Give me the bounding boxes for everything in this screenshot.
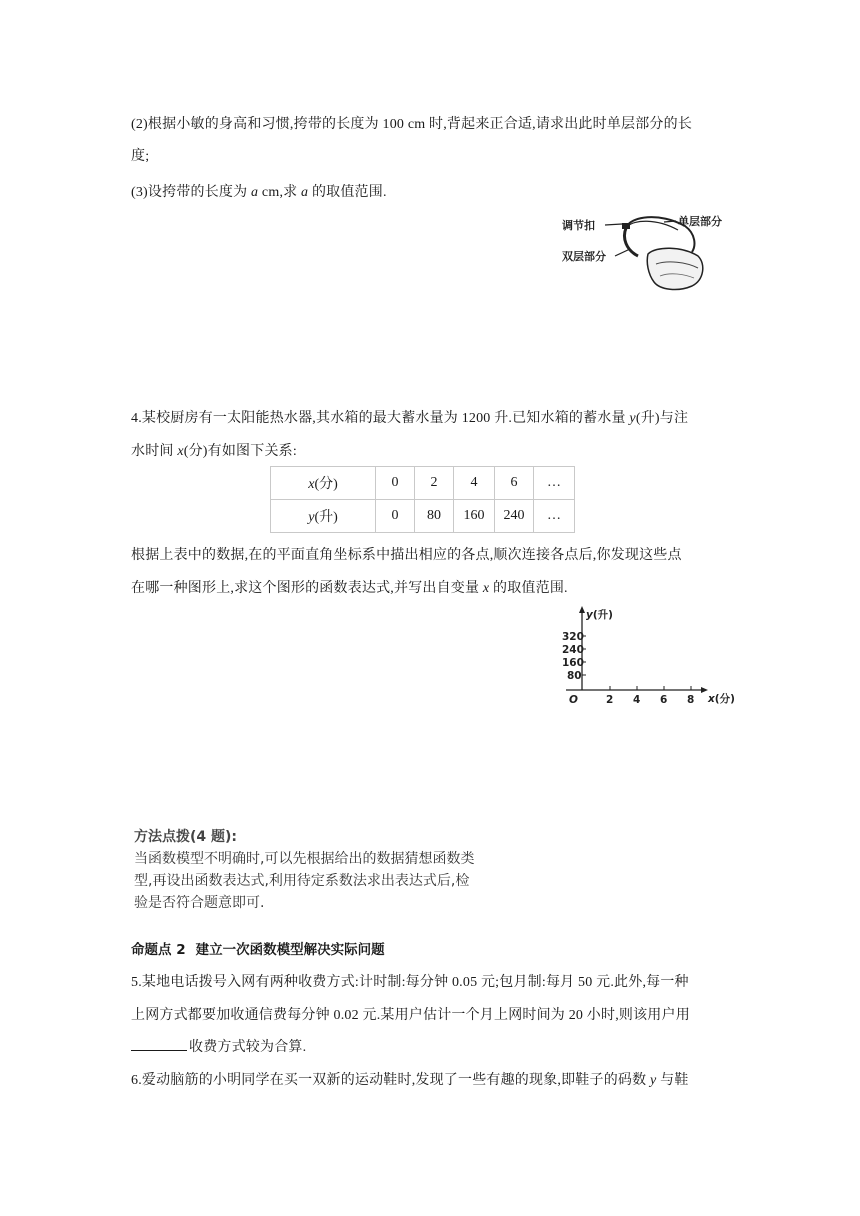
table-cell: 0 (376, 467, 415, 500)
method-line: 验是否符合题意即可. (134, 895, 265, 911)
q5-text: 收费方式较为合算. (189, 1040, 307, 1055)
heading-number: 命题点 2 (131, 942, 186, 958)
q5-line3 (131, 1036, 731, 1056)
table-header-cell: y(升) (271, 500, 376, 533)
q4-line3: 根据上表中的数据,在的平面直角坐标系中描出相应的各点,顺次连接各点后,你发现这些点 (131, 548, 682, 563)
table-cell: 6 (495, 467, 534, 500)
table-cell: 80 (415, 500, 454, 533)
q6-line1 (131, 1069, 731, 1089)
origin-label: O (569, 694, 578, 706)
coordinate-graph (556, 604, 740, 708)
var-a: a (251, 185, 259, 200)
table-cell: 4 (454, 467, 495, 500)
q5-line2: 上网方式都要加收通信费每分钟 0.02 元.某用户估计一个月上网时间为 20 小时,则该用户用 (131, 1008, 690, 1023)
x-tick-label: 4 (633, 694, 641, 706)
q5-line1: 5.某地电话拨号入网有两种收费方式:计时制:每分钟 0.05 元;包月制:每月 50 元.此外,每一种 (131, 975, 689, 990)
q3-part3-text: (3)设挎带的长度为 (131, 185, 252, 200)
var-x: x (177, 444, 184, 459)
x-tick-label: 6 (660, 694, 668, 706)
var-y: y (650, 1073, 657, 1088)
method-tip (134, 826, 544, 914)
q4-line1 (131, 407, 731, 427)
table-cell: 240 (495, 500, 534, 533)
q4-text: 的取值范围. (489, 581, 568, 596)
label-single: 单层部分 (678, 215, 722, 228)
table-header-cell: x(分) (271, 467, 376, 500)
data-table (270, 466, 575, 533)
q3-part3-line (131, 181, 731, 201)
q4-line4 (131, 577, 731, 597)
var-x: x (482, 581, 490, 596)
table-cell: 0 (376, 500, 415, 533)
x-tick-label: 8 (687, 694, 695, 706)
q4-line2 (131, 440, 731, 460)
q4-text: 在哪一种图形上,求这个图形的函数表达式,并写出自变量 (131, 581, 483, 596)
y-tick-label: 240 (562, 644, 584, 656)
y-tick-label: 80 (567, 670, 582, 682)
q4-text: 4.某校厨房有一太阳能热水器,其水箱的最大蓄水量为 1200 升.已知水箱的蓄水量 (131, 411, 630, 426)
y-axis-label: y(升) (586, 609, 613, 621)
q6-text: 与鞋 (656, 1073, 689, 1088)
table-cell: 160 (454, 500, 495, 533)
x-tick-label: 2 (606, 694, 614, 706)
q4-text: (分)有如图下关系: (183, 444, 297, 459)
buckle (622, 223, 630, 229)
y-tick-label: 160 (562, 657, 584, 669)
label-double: 双层部分 (562, 250, 606, 263)
q3-part2-line1: (2)根据小敏的身高和习惯,挎带的长度为 100 cm 时,背起来正合适,请求出此时单层部分的长 (131, 117, 693, 132)
method-line: 当函数模型不明确时,可以先根据给出的数据猜想函数类 (134, 851, 475, 867)
method-title: 方法点拨(4 题): (134, 829, 238, 845)
method-line: 型,再设出函数表达式,利用待定系数法求出表达式后,检 (134, 873, 470, 889)
strap-inner (628, 221, 678, 230)
var-y: y (629, 411, 636, 426)
table-cell: … (534, 500, 575, 533)
table-cell: 2 (415, 467, 454, 500)
q4-text: 水时间 (131, 444, 178, 459)
y-tick-label: 320 (562, 631, 584, 643)
q3-part3-text: cm,求 (258, 185, 302, 200)
label-buckle: 调节扣 (562, 219, 595, 232)
x-axis-label: x(分) (708, 693, 735, 705)
table-row (271, 467, 575, 500)
q3-part2-line2: 度; (131, 149, 150, 164)
var-a: a (301, 185, 309, 200)
q3-part3-text: 的取值范围. (308, 185, 387, 200)
section-heading (131, 938, 395, 958)
strap-double (625, 228, 639, 256)
q6-text: 6.爱动脑筋的小明同学在买一双新的运动鞋时,发现了一些有趣的现象,即鞋子的码数 (131, 1073, 650, 1088)
y-axis-arrow (579, 606, 585, 613)
answer-blank[interactable] (131, 1049, 187, 1051)
bag-body (647, 248, 703, 289)
q4-text: (升)与注 (635, 411, 689, 426)
x-axis-arrow (701, 687, 708, 693)
leader-line (605, 224, 622, 225)
bag-figure (560, 206, 740, 298)
leader-line (615, 249, 630, 256)
heading-text: 建立一次函数模型解决实际问题 (195, 942, 385, 958)
table-cell: … (534, 467, 575, 500)
table-row (271, 500, 575, 533)
